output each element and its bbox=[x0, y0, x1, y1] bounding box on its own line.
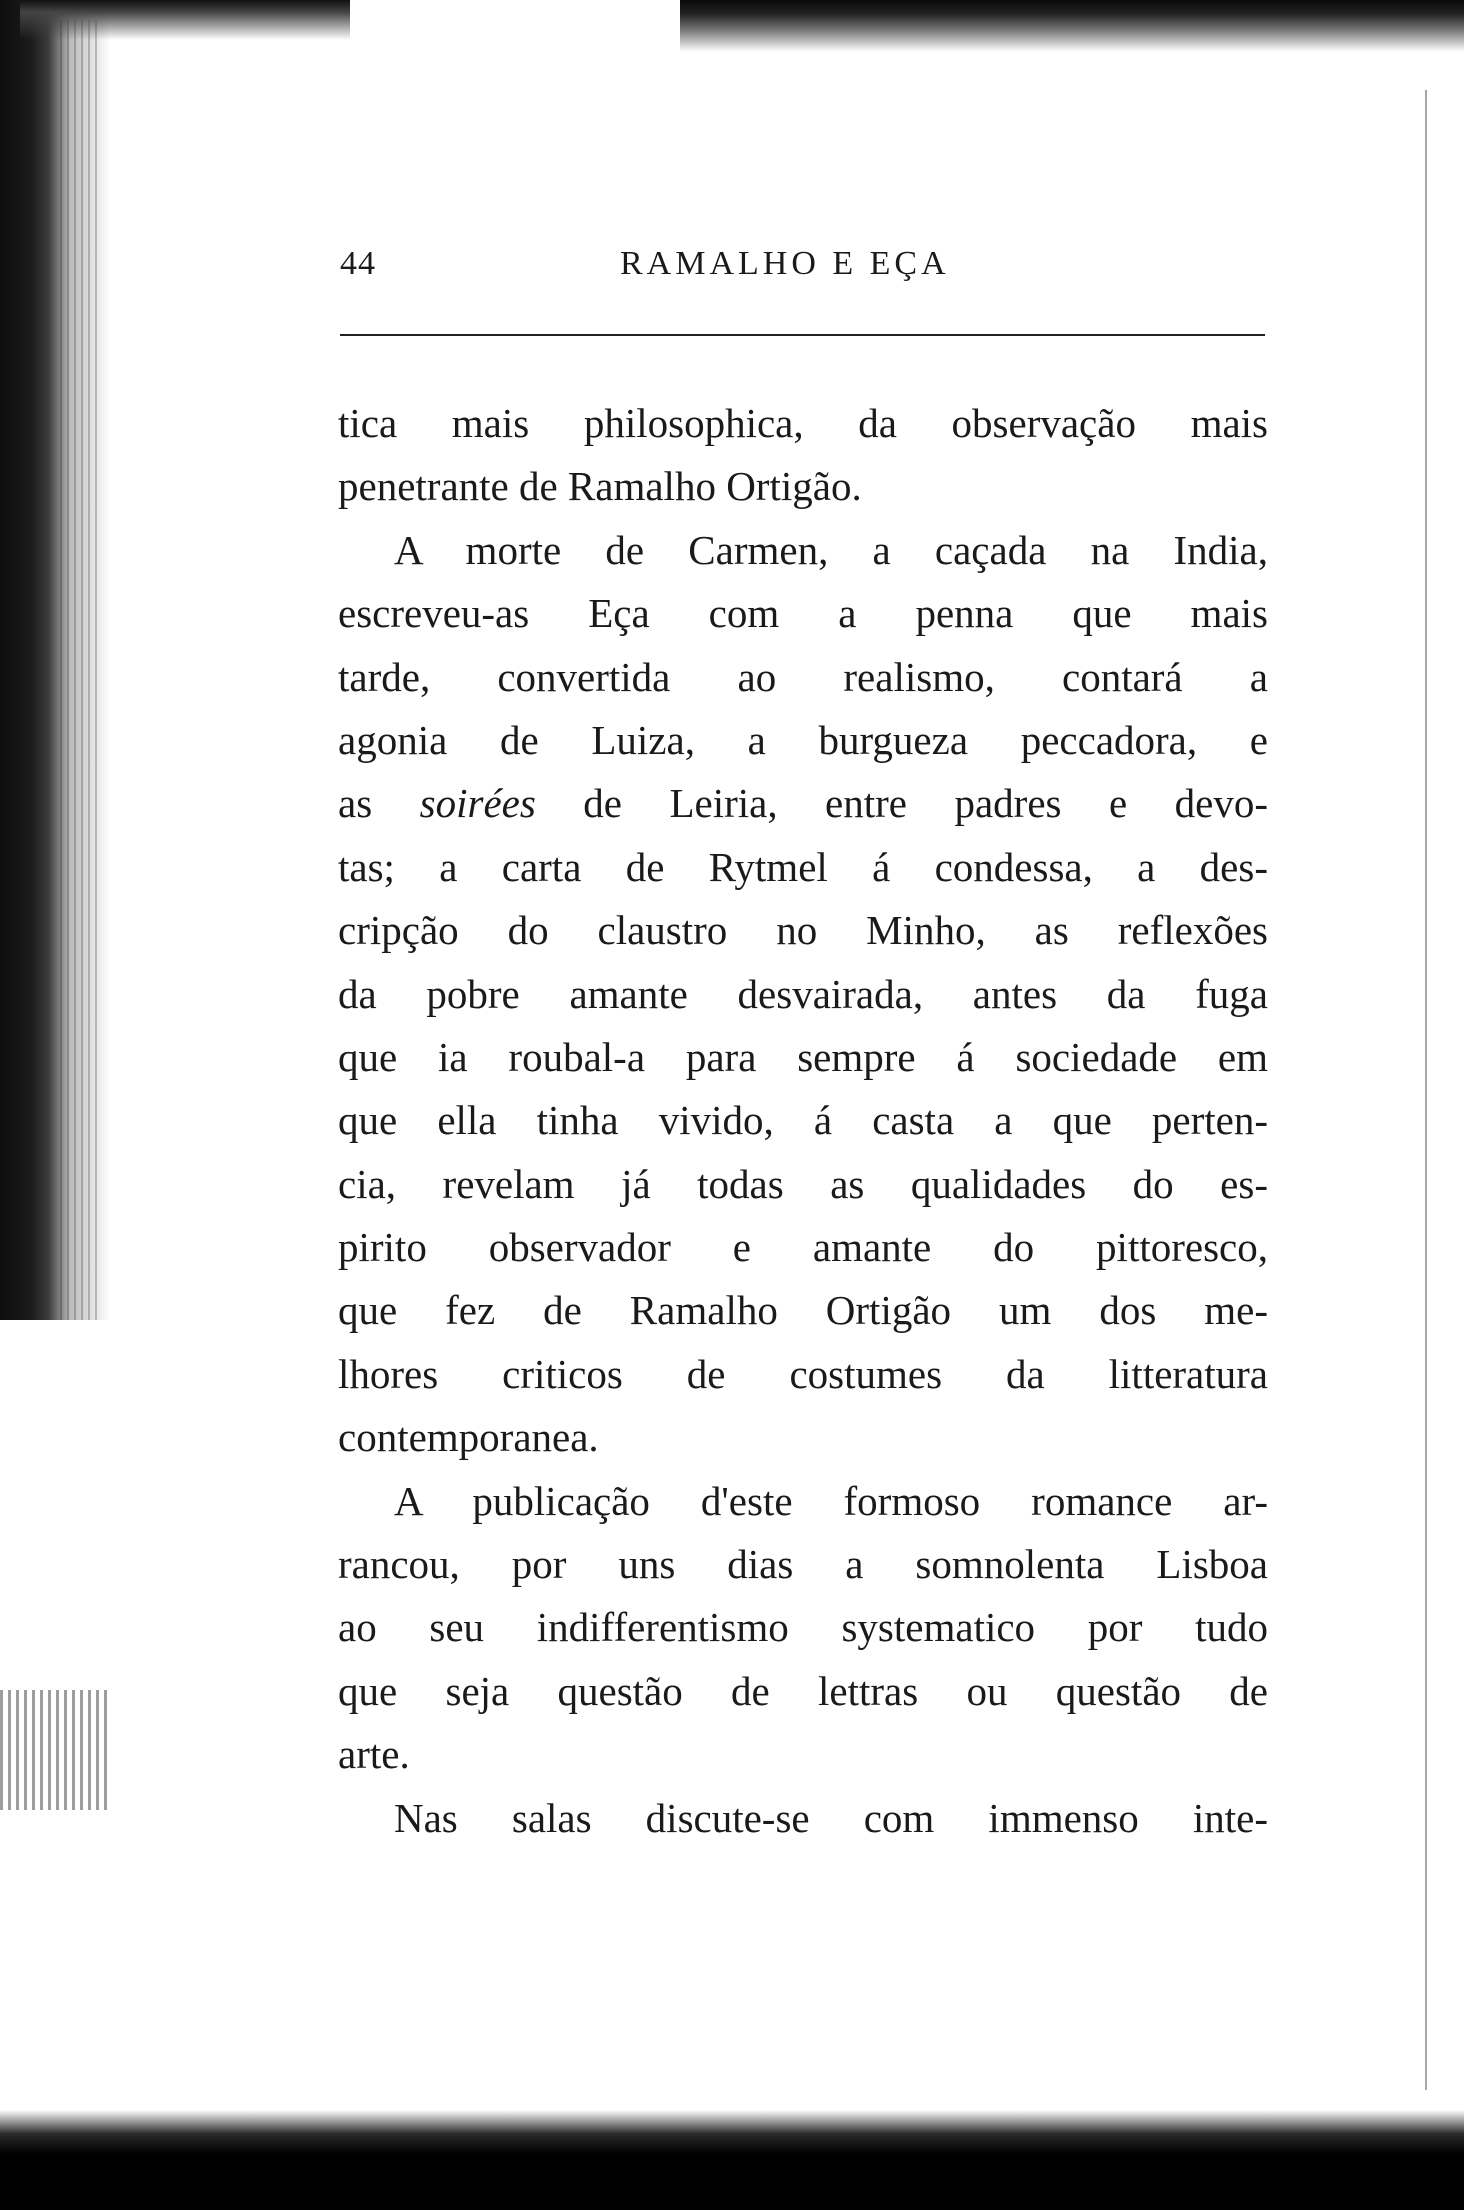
text-line: rancou, por uns dias a somnolenta Lisboa bbox=[338, 1541, 1268, 1588]
text-line bbox=[338, 772, 1268, 835]
text-line: agonia de Luiza, a burgueza peccadora, e bbox=[338, 716, 1268, 763]
text-line: da pobre amante desvairada, antes da fuga bbox=[338, 970, 1268, 1017]
text-line: tica mais philosophica, da observação mais bbox=[338, 400, 1268, 446]
scan-edge-top-right bbox=[680, 0, 1464, 52]
text-line: A morte de Carmen, a caçada na India, bbox=[394, 526, 1268, 573]
text-line: tarde, convertida ao realismo, contará a bbox=[338, 653, 1268, 700]
scan-edge-right bbox=[1425, 90, 1427, 2090]
text-line: que fez de Ramalho Ortigão um dos me- bbox=[338, 1287, 1268, 1334]
text-line: que ella tinha vivido, á casta a que perten- bbox=[338, 1097, 1268, 1144]
text-line: contemporanea. bbox=[338, 1414, 599, 1461]
text-line: ao seu indifferentismo systematico por tudo bbox=[338, 1604, 1268, 1651]
scan-edge-bottom bbox=[0, 2110, 1464, 2210]
scan-page-stack-left-lower bbox=[0, 1690, 110, 1810]
text-line: lhores criticos de costumes da litteratura bbox=[338, 1350, 1268, 1397]
text-line: escreveu-as Eça com a penna que mais bbox=[338, 590, 1268, 637]
text-line: arte. bbox=[338, 1731, 410, 1778]
scan-edge-top-left bbox=[20, 0, 350, 40]
text-line: Nas salas discute-se com immenso inte- bbox=[394, 1794, 1268, 1841]
text-line-start: as bbox=[338, 780, 420, 827]
text-line-end: de Leiria, entre padres e devo- bbox=[535, 780, 1268, 827]
page-header bbox=[340, 245, 1265, 295]
text-line: que seja questão de lettras ou questão de bbox=[338, 1667, 1268, 1714]
text-line: penetrante de Ramalho Ortigão. bbox=[338, 463, 862, 510]
scan-page-stack-left bbox=[60, 20, 100, 1320]
text-line: pirito observador e amante do pittoresco, bbox=[338, 1224, 1268, 1271]
page-number: 44 bbox=[340, 245, 376, 282]
text-line: cia, revelam já todas as qualidades do es- bbox=[338, 1160, 1268, 1207]
running-head: RAMALHO E EÇA bbox=[620, 245, 950, 282]
body-text bbox=[338, 392, 1268, 1850]
italic-word: soirées bbox=[419, 780, 536, 827]
text-line: cripção do claustro no Minho, as reflexões bbox=[338, 907, 1268, 954]
header-rule bbox=[340, 334, 1265, 336]
text-line: tas; a carta de Rytmel á condessa, a des- bbox=[338, 843, 1268, 890]
text-line: A publicação d'este formoso romance ar- bbox=[394, 1477, 1268, 1524]
text-line: que ia roubal-a para sempre á sociedade em bbox=[338, 1033, 1268, 1080]
